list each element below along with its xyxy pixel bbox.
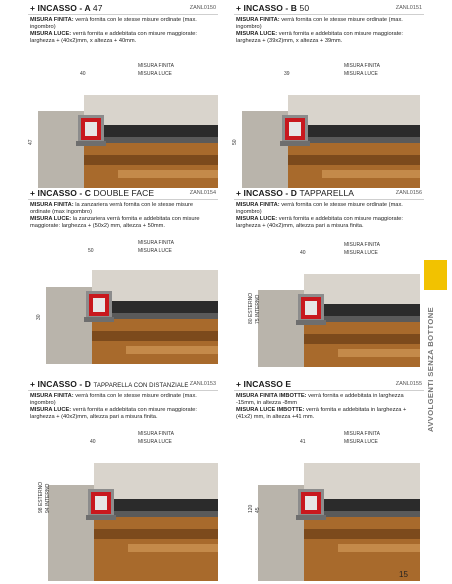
frame-groove	[84, 155, 218, 165]
description-line	[30, 17, 214, 31]
misura-finita-label: MISURA FINITA	[344, 242, 381, 248]
wall	[258, 290, 304, 367]
description-line	[30, 31, 214, 45]
title-text: INCASSO E	[243, 379, 292, 389]
product-code: ZANL0150	[189, 5, 216, 11]
window-frame	[304, 322, 420, 367]
measure-text: verrà fornita e addebitata con misure maggiorate: larghezza + (40x2)mm, x altezza + 40mm.	[30, 31, 198, 44]
panel-title: + INCASSO - A 47	[30, 3, 103, 13]
vertical-dimension: 94 INTERNO	[45, 483, 51, 513]
description-line	[236, 216, 420, 230]
measure-text: verrà fornita con le stesse misure ordinate (max. ingombro)	[236, 202, 403, 215]
description-line	[236, 393, 420, 407]
measure-label: MISURA LUCE:	[30, 216, 72, 222]
misura-finita-label: MISURA FINITA	[138, 240, 175, 246]
case-base	[280, 141, 310, 146]
panel-header	[28, 188, 218, 200]
panel-description	[30, 17, 214, 45]
title-text: INCASSO - D	[37, 379, 92, 389]
misura-finita-label: MISURA FINITA	[344, 431, 381, 437]
title-text: INCASSO - A	[37, 3, 91, 13]
measure-label: MISURA FINITA IMBOTTE:	[236, 393, 307, 399]
panel-title: + INCASSO - C DOUBLE FACE	[30, 188, 155, 198]
vertical-dimension: 98 ESTERNO	[38, 481, 44, 513]
title-variant: TAPPARELLA	[299, 188, 355, 198]
frame-groove	[304, 334, 420, 344]
frame-groove	[304, 529, 420, 539]
sill	[338, 349, 420, 357]
incasso-panel	[28, 379, 218, 569]
misura-luce-label: MISURA LUCE	[344, 250, 378, 256]
horizontal-dimension: 40	[80, 71, 86, 77]
incasso-panel	[234, 3, 424, 193]
panel-header	[234, 188, 424, 200]
product-code: ZANL0156	[395, 190, 422, 196]
section-photo	[38, 95, 218, 188]
case-base	[296, 320, 326, 325]
misura-finita-label: MISURA FINITA	[138, 431, 175, 437]
sill	[322, 170, 420, 178]
section-photo-frame	[46, 270, 218, 364]
vertical-dimension: 47	[28, 139, 34, 145]
panel-header	[234, 379, 424, 391]
measure-text: la zanzariera verrà fornita e addebitata con misure maggiorate: larghezza + (50x2) mm, altezza + 50mm.	[30, 216, 200, 229]
wall	[258, 485, 304, 581]
horizontal-dimension: 40	[90, 439, 96, 445]
wall	[46, 287, 92, 364]
misura-luce-label: MISURA LUCE	[138, 71, 172, 77]
panel-header	[28, 379, 218, 391]
misura-finita-label: MISURA FINITA	[344, 63, 381, 69]
case-base	[86, 515, 116, 520]
section-photo	[258, 274, 420, 367]
section-color-tab	[424, 260, 447, 290]
page-number: 15	[399, 570, 408, 579]
case-inner	[95, 496, 107, 510]
product-code: ZANL0151	[395, 5, 422, 11]
frame-groove	[288, 155, 420, 165]
panel-title: + INCASSO E	[236, 379, 292, 389]
sill	[118, 170, 218, 178]
horizontal-dimension: 40	[300, 250, 306, 256]
misura-luce-label: MISURA LUCE	[138, 439, 172, 445]
panel-description	[30, 202, 214, 230]
title-text: INCASSO - D	[243, 188, 298, 198]
section-side-label: AVVOLGENTI SENZA BOTTONE	[426, 306, 435, 432]
measure-text: verrà fornita con le stesse misure ordinate (max. ingombro)	[236, 17, 403, 30]
incasso-panel	[28, 3, 218, 193]
misura-luce-label: MISURA LUCE	[344, 71, 378, 77]
section-photo-frame	[258, 463, 420, 581]
measure-text: verrà fornita e addebitata con misure maggiorate: larghezza + (40x2)mm, altezza pari a misura finita.	[236, 216, 404, 229]
product-code: ZANL0155	[395, 381, 422, 387]
sill	[126, 346, 218, 354]
case-base	[296, 515, 326, 520]
vertical-dimension: 30	[36, 314, 42, 320]
measure-text: verrà fornita con le stesse misure ordinate (max. ingombro)	[30, 17, 197, 30]
case-inner	[305, 301, 317, 315]
measure-text: la zanzariera verrà fornita con le stesse misure ordinate (max ingombro)	[30, 202, 194, 215]
description-line	[236, 407, 420, 421]
title-variant: DOUBLE FACE	[93, 188, 155, 198]
case-base	[84, 317, 114, 322]
measure-label: MISURA LUCE:	[236, 31, 278, 37]
misura-luce-label: MISURA LUCE	[344, 439, 378, 445]
panel-header	[28, 3, 218, 15]
product-code: ZANL0153	[189, 381, 216, 387]
sill	[128, 544, 218, 552]
window-frame	[92, 319, 218, 364]
measure-label: MISURA FINITA:	[236, 17, 280, 23]
measure-label: MISURA FINITA:	[30, 17, 74, 23]
misura-luce-label: MISURA LUCE	[138, 248, 172, 254]
measure-label: MISURA LUCE IMBOTTE:	[236, 407, 305, 413]
title-text: INCASSO - B	[243, 3, 298, 13]
section-photo	[258, 463, 420, 581]
measure-text: verrà fornita e addebitata in larghezza +(41x2) mm, in altezza +41 mm.	[236, 407, 407, 420]
vertical-dimension: 45	[255, 507, 261, 513]
title-variant: TAPPARELLA CON DISTANZIALE	[93, 383, 189, 389]
measure-text: verrà fornita e addebitata con misure maggiorate: larghezza + (39x2)mm, x altezza + 39mm.	[236, 31, 404, 44]
section-photo-frame	[38, 95, 218, 188]
panel-description	[236, 393, 420, 421]
description-line	[236, 17, 420, 31]
title-variant: 50	[299, 3, 310, 13]
section-photo-frame	[258, 274, 420, 367]
vertical-dimension: 80 ESTERNO	[248, 292, 254, 324]
panel-header	[234, 3, 424, 15]
title-variant: 47	[92, 3, 103, 13]
wall	[38, 111, 84, 188]
title-text: INCASSO - C	[37, 188, 92, 198]
horizontal-dimension: 41	[300, 439, 306, 445]
measure-text: verrà fornita con le stesse misure ordinate (max. ingombro)	[30, 393, 197, 406]
measure-text: verrà fornita e addebitata in larghezza -15mm, in altezza -8mm	[236, 393, 404, 406]
section-photo-frame	[242, 95, 420, 188]
incasso-panel	[234, 188, 424, 378]
description-line	[30, 202, 214, 216]
description-line	[30, 393, 214, 407]
measure-label: MISURA LUCE:	[30, 31, 72, 37]
section-photo	[242, 95, 420, 188]
incasso-panel	[28, 188, 218, 378]
measure-label: MISURA LUCE:	[30, 407, 72, 413]
window-frame	[288, 143, 420, 188]
section-photo-frame	[48, 463, 218, 581]
measure-label: MISURA FINITA:	[236, 202, 280, 208]
frame-groove	[94, 529, 218, 539]
product-code: ZANL0154	[189, 190, 216, 196]
panel-description	[30, 393, 214, 421]
section-photo	[46, 270, 218, 364]
case-base	[76, 141, 106, 146]
measure-label: MISURA FINITA:	[30, 202, 74, 208]
description-line	[30, 407, 214, 421]
wall	[48, 485, 94, 581]
description-line	[236, 31, 420, 45]
misura-finita-label: MISURA FINITA	[138, 63, 175, 69]
case-inner	[305, 496, 317, 510]
window-frame	[84, 143, 218, 188]
measure-label: MISURA FINITA:	[30, 393, 74, 399]
screen-roll	[84, 125, 218, 137]
measure-label: MISURA LUCE:	[236, 216, 278, 222]
sill	[338, 544, 420, 552]
case-inner	[85, 122, 97, 136]
panel-description	[236, 17, 420, 45]
vertical-dimension: 75 INTERNO	[255, 294, 261, 324]
horizontal-dimension: 39	[284, 71, 290, 77]
case-inner	[289, 122, 301, 136]
panel-title: + INCASSO - B 50	[236, 3, 310, 13]
case-inner	[93, 298, 105, 312]
frame-groove	[92, 331, 218, 341]
vertical-dimension: 50	[232, 139, 238, 145]
vertical-dimension: 120	[248, 504, 254, 513]
panel-description	[236, 202, 420, 230]
panel-title: + INCASSO - D TAPPARELLA CON DISTANZIALE	[30, 379, 189, 389]
horizontal-dimension: 50	[88, 248, 94, 254]
section-photo	[48, 463, 218, 581]
wall	[242, 111, 288, 188]
measure-text: verrà fornita e addebitata con misure maggiorate: larghezza + (40x2)mm, altezza pari a misura finita.	[30, 407, 198, 420]
description-line	[236, 202, 420, 216]
description-line	[30, 216, 214, 230]
incasso-panel	[234, 379, 424, 569]
lintel	[84, 95, 218, 125]
panel-title: + INCASSO - D TAPPARELLA	[236, 188, 355, 198]
